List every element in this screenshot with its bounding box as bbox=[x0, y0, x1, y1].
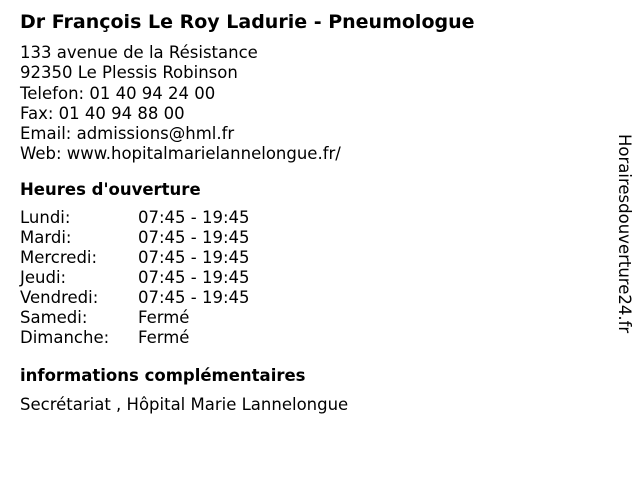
day-label: Dimanche: bbox=[20, 328, 110, 348]
fax-number: Fax: 01 40 94 88 00 bbox=[20, 103, 185, 123]
hours-row-thursday bbox=[20, 268, 600, 288]
business-card bbox=[20, 8, 600, 415]
hours-row-friday bbox=[20, 288, 600, 308]
day-label: Mercredi: bbox=[20, 247, 98, 267]
hours-row-tuesday bbox=[20, 228, 600, 248]
phone-number: Telefon: 01 40 94 24 00 bbox=[20, 83, 216, 103]
page-title: Dr François Le Roy Ladurie - Pneumologue bbox=[20, 11, 475, 33]
day-label: Samedi: bbox=[20, 308, 88, 328]
time-value: 07:45 - 19:45 bbox=[138, 227, 250, 247]
day-label: Vendredi: bbox=[20, 288, 99, 308]
day-label: Jeudi: bbox=[20, 268, 67, 288]
time-value: Fermé bbox=[138, 308, 190, 328]
email-address: Email: admissions@hml.fr bbox=[20, 124, 235, 144]
address-street: 133 avenue de la Résistance bbox=[20, 43, 258, 62]
hours-row-saturday bbox=[20, 308, 600, 328]
contact-block bbox=[20, 43, 600, 165]
day-label: Lundi: bbox=[20, 207, 71, 227]
website-url: Web: www.hopitalmarielannelongue.fr/ bbox=[20, 144, 341, 164]
opening-hours-table bbox=[20, 208, 600, 349]
time-value: Fermé bbox=[138, 328, 190, 348]
address-city: 92350 Le Plessis Robinson bbox=[20, 63, 238, 83]
time-value: 07:45 - 19:45 bbox=[138, 207, 250, 227]
hours-row-monday bbox=[20, 208, 600, 228]
day-label: Mardi: bbox=[20, 227, 72, 247]
opening-hours-heading: Heures d'ouverture bbox=[20, 179, 201, 199]
hours-row-sunday bbox=[20, 328, 600, 348]
time-value: 07:45 - 19:45 bbox=[138, 288, 250, 308]
additional-info-heading: informations complémentaires bbox=[20, 366, 306, 386]
hours-row-wednesday bbox=[20, 248, 600, 268]
time-value: 07:45 - 19:45 bbox=[138, 268, 250, 288]
additional-info-text: Secrétariat , Hôpital Marie Lannelongue bbox=[20, 395, 349, 415]
time-value: 07:45 - 19:45 bbox=[138, 247, 250, 267]
site-watermark: Horairesdouverture24.fr bbox=[615, 134, 634, 334]
